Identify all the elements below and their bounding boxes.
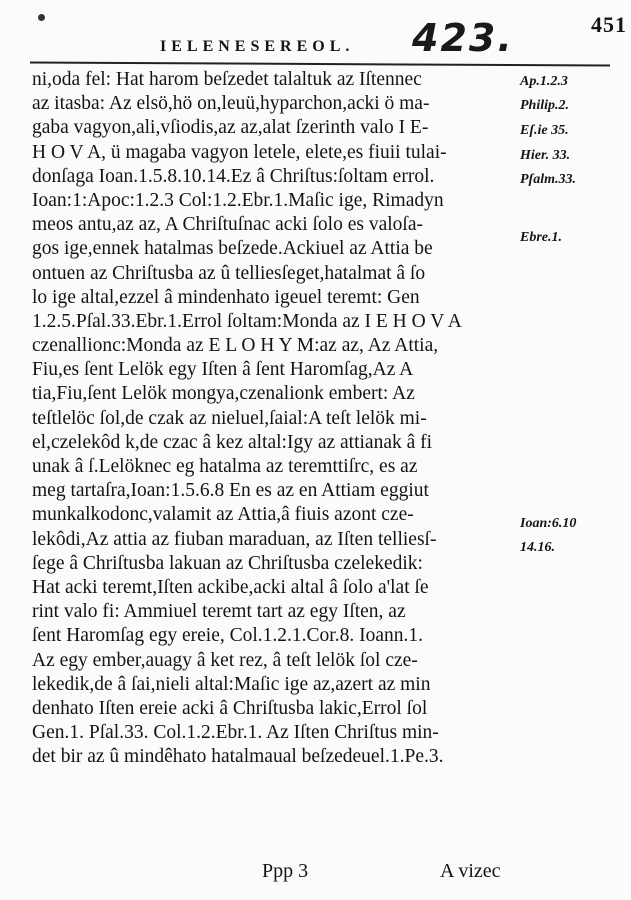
text-line: meos antu,az az, A Chriſtuſnac acki ſolo es valoſa- bbox=[32, 214, 423, 236]
text-line: ontuen az Chriſtusba az û telliesſeget,hatalmat â ſo bbox=[32, 262, 426, 284]
text-line: Az egy ember,auagy â ket rez, â teſt lelök ſol cze- bbox=[32, 649, 418, 671]
text-line: Gen.1. Pſal.33. Col.1.2.Ebr.1. Az Iſten Chriſtus min- bbox=[32, 722, 439, 744]
margin-note: Ioan:6.10 bbox=[520, 516, 577, 531]
corner-number: 451 bbox=[591, 12, 627, 37]
text-line: ni,oda fel: Hat harom beſzedet talaltuk az Iſtennec bbox=[32, 69, 422, 90]
text-line: Ioan:1:Apoc:1.2.3 Col:1.2.Ebr.1.Maſic ige, Rimadyn bbox=[32, 189, 444, 211]
running-head: IELENESEREOL. bbox=[160, 38, 355, 55]
margin-note: Pſalm.33. bbox=[520, 172, 576, 187]
text-line: tia,Fiu,ſent Lelök mongya,czenalionk embert: Az bbox=[32, 383, 415, 405]
text-line: donſaga Ioan.1.5.8.10.14.Ez â Chriſtus:ſoltam errol. bbox=[32, 165, 435, 187]
text-line: gaba vagyon,ali,vſiodis,az az,alat ſzerinth valo I E- bbox=[32, 117, 429, 139]
margin-note: Eſ.ie 35. bbox=[520, 123, 569, 138]
margin-note: Philip.2. bbox=[520, 98, 570, 113]
text-line: ſent Haromſag egy ereie, Col.1.2.1.Cor.8. Ioann.1. bbox=[32, 625, 423, 647]
text-line: rint valo fi: Ammiuel teremt tart az egy Iſten, az bbox=[32, 601, 406, 623]
ink-spot bbox=[38, 14, 45, 21]
text-line: meg tartaſra,Ioan:1.5.6.8 En es az en Attiam eggiut bbox=[32, 480, 429, 502]
text-line: el,czelekôd k,de czac â kez altal:Igy az attianak â fi bbox=[32, 431, 433, 453]
margin-note: 14.16. bbox=[520, 540, 555, 555]
text-line: lo ige altal,ezzel â mindenhato igeuel teremt: Gen bbox=[32, 286, 420, 308]
text-line: az itasba: Az elsö,hö on,leuü,hyparchon,acki ö ma- bbox=[32, 93, 430, 115]
margin-note: Ebre.1. bbox=[520, 230, 562, 245]
margin-note: Hier. 33. bbox=[520, 148, 571, 163]
text-line: H O V A, ü magaba vagyon letele, elete,es fiuii tulai- bbox=[32, 141, 447, 163]
signature-mark: Ppp 3 bbox=[262, 860, 309, 882]
text-line: Hat acki teremt,Iſten ackibe,acki altal â ſolo a'lat ſe bbox=[32, 576, 429, 598]
text-line: 1.2.5.Pſal.33.Ebr.1.Errol ſoltam:Monda az I E H O V A bbox=[32, 310, 462, 332]
page-number: 423. bbox=[412, 16, 514, 60]
text-line: denhato Iſten ereie acki â Chriſtusba lakic,Errol ſol bbox=[32, 697, 428, 719]
body-text bbox=[32, 68, 522, 769]
catchword: A vizec bbox=[440, 860, 501, 882]
text-line: unak â ſ.Lelöknec eg hatalma az teremttiſrc, es az bbox=[32, 456, 418, 477]
text-line: munkalkodonc,valamit az Attia,â fiuis azont cze- bbox=[32, 504, 414, 526]
header-rule bbox=[30, 61, 610, 66]
text-line: teſtlelöc ſol,de czak az nieluel,ſaial:A teſt lelök mi- bbox=[32, 407, 427, 429]
text-line: ſege â Chriſtusba lakuan az Chriſtusba czelekedik: bbox=[32, 552, 423, 574]
text-line: det bir az û mindêhato hatalmaual beſzedeuel.1.Pe.3. bbox=[32, 746, 444, 768]
text-line: czenallionc:Monda az E L O H Y M:az az, Az Attia, bbox=[32, 335, 439, 357]
text-line: Fiu,es ſent Lelök egy Iſten â ſent Haromſag,Az A bbox=[32, 359, 414, 381]
text-line: gos ige,ennek hatalmas beſzede.Ackiuel az Attia be bbox=[32, 238, 433, 260]
text-line: lekôdi,Az attia az fiuban maraduan, az Iſten telliesſ- bbox=[32, 528, 437, 550]
margin-note: Ap.1.2.3 bbox=[520, 74, 568, 89]
text-line: lekedik,de â ſai,nieli altal:Maſic ige az,azert az min bbox=[32, 673, 431, 695]
